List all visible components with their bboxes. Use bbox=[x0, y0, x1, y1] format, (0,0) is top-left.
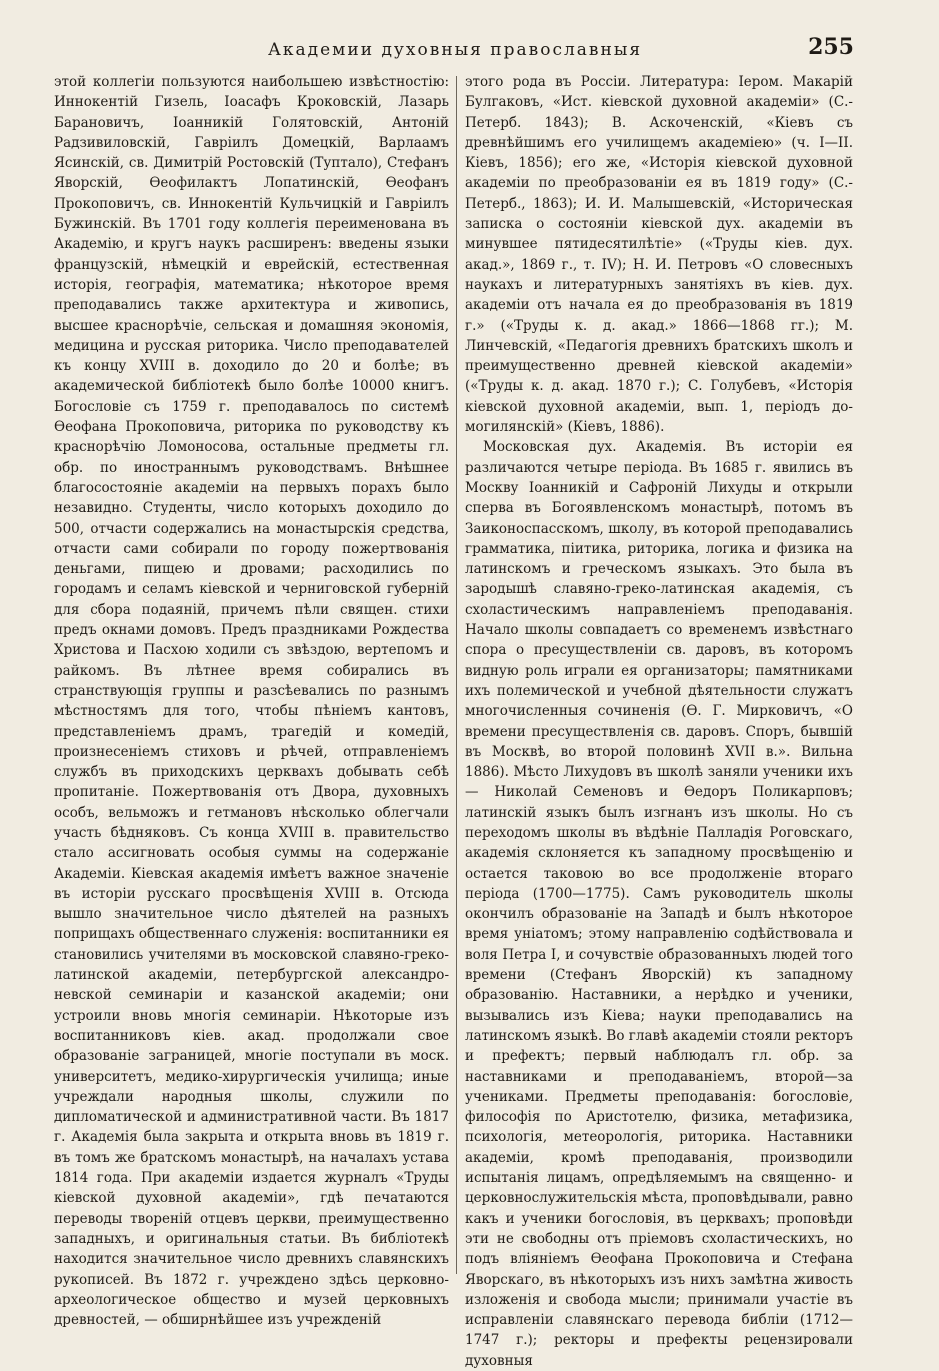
left-column-text: этой коллегіи пользуются наибольшею извѣстностію: Иннокентій Гизель, Іоасафъ Кроковскій, Лазарь Барановичъ, Іоанникій Голятовскій, Антоній Радзивиловскій, Гавріилъ Домецкій, Варлаамъ Ясинскій, св. Димитрій Ростовскій (Туптало), Стефанъ Яворскій, Ѳеофилактъ Лопатинскій, Ѳеофанъ Прокоповичъ, св. Иннокентій Кульчицкій и Гавріилъ Бужинскій. Въ 1701 году коллегія переименована въ Академію, и кругъ наукъ расширенъ: введены языки французскій, нѣмецкій и еврейскій, естественная исторія, географія, математика; нѣкоторое время преподавались также архитектура и живопись, высшее краснорѣчіе, сельская и домашняя экономія, медицина и русская риторика. Число преподавателей къ концу XVIII в. доходило до 20 и болѣе; въ академической библіотекѣ было болѣе 10000 книгъ. Богословіе съ 1759 г. преподавалось по системѣ Ѳеофана Прокоповича, риторика по руководству къ краснорѣчію Ломоносова, остальные предметы гл. обр. по иностраннымъ руководствамъ. Внѣшнее благосостояніе академіи на первыхъ порахъ было незавидно. Студенты, число которыхъ доходило до 500, отчасти содержались на монастырскія средства, отчасти сами собирали по городу пожертвованія деньгами, пищею и дровами; расходились по городамъ и селамъ кіевской и черниговской губерній для сбора подаяній, причемъ пѣли священ. стихи предъ окнами домовъ. Предъ праздниками Рождества Христова и Пасхою ходили съ звѣздою, вертепомъ и райкомъ. Въ лѣтнее время собирались въ странствующія группы и разсѣевались по разнымъ мѣстностямъ для того, чтобы пѣніемъ кантовъ, представленіемъ драмъ, трагедій и комедій, произнесеніемъ стиховъ и рѣчей, отправленіемъ службъ въ приходскихъ церквахъ добывать себѣ пропитаніе. Пожертвованія отъ Двора, духовныхъ особъ, вельможъ и гетмановъ нѣсколько облегчали участь бѣдняковъ. Съ конца XVIII в. правительство стало ассигновать особыя суммы на содержаніе Академіи. Кіевская академія имѣетъ важное значеніе въ исторіи русскаго просвѣщенія XVIII в. Отсюда вышло значительное число дѣятелей на разныхъ поприщахъ общественнаго служенія: воспитанники ея становились учителями въ московской славяно-греко-латинской академіи, петербургской александро-невской семинаріи и казанской академіи; они устроили вновь многія семинаріи. Нѣкоторые изъ воспитанниковъ кіев. акад. продолжали свое образованіе заграницей, многіе поступали въ моск. университетъ, медико-хирургическія училища; иные учреждали народныя школы, служили по дипломатической и административной части. Въ 1817 г. Академія была закрыта и открыта вновь въ 1819 г. въ томъ же братскомъ монастырѣ, на началахъ устава 1814 года. При академіи издается журналъ «Труды кіевской духовной академіи», гдѣ печатаются переводы твореній отцевъ церкви, преимущественно западныхъ, и оригинальныя статьи. Въ библіотекѣ находится значительное число древнихъ славянскихъ рукописей. Въ 1872 г. учреждено здѣсь церковно-археологическое общество и музей церковныхъ древностей, — обширнѣйшее изъ учрежденій bbox=[54, 74, 449, 1329]
right-column bbox=[465, 72, 853, 1371]
literature-paragraph: этого рода въ Россіи. Литература: Іером. Макарій Булгаковъ, «Ист. кіевской духовной академіи» (С.-Петерб. 1843); В. Аскоченскій, «Кіевъ съ древнѣйшимъ его училищемъ академіею» (ч. I—II. Кіевъ, 1856); его же, «Исторія кіевской духовной академіи по преобразованіи ея въ 1819 году» (С.-Петерб., 1863); И. И. Малышевскій, «Историческая записка о состояніи кіевской дух. академіи въ минувшее пятидесятилѣтіе» («Труды кіев. дух. акад.», 1869 г., т. IV); Н. И. Петровъ «О словесныхъ наукахъ и литературныхъ занятіяхъ въ кіев. дух. академіи отъ начала ея до преобразованія въ 1819 г.» («Труды к. д. акад.» 1866—1868 гг.); М. Линчевскій, «Педагогія древнихъ братскихъ школъ и преимущественно древней кіевской академіи» («Труды к. д. акад. 1870 г.); С. Голубевъ, «Исторія кіевской духовной академіи, вып. 1, періодъ до-могилянскій» (Кіевъ, 1886). bbox=[465, 74, 853, 436]
page-number: 255 bbox=[808, 34, 854, 60]
column-divider bbox=[456, 76, 457, 1274]
page-header bbox=[54, 34, 854, 66]
left-column bbox=[54, 72, 449, 1330]
moscow-academy-paragraph: Московская дух. Академія. Въ исторіи ея различаются четыре періода. Въ 1685 г. явились въ Москву Іоанникій и Сафроній Лихуды и открыли сперва въ Богоявленскомъ монастырѣ, потомъ въ Заиконоспасскомъ, школу, въ которой преподавались грамматика, піитика, риторика, логика и физика на латинскомъ и греческомъ языкахъ. Это была въ зародышѣ славяно-греко-латинская академія, съ схоластическимъ направленіемъ преподаванія. Начало школы совпадаетъ со временемъ извѣстнаго спора о пресуществленіи св. даровъ, въ которомъ видную роль играли ея организаторы; памятниками ихъ полемической и учебной дѣятельности служатъ многочисленныя сочиненія (Ѳ. Г. Мирковичъ, «О времени пресуществленія св. даровъ. Споръ, бывшій въ Москвѣ, во второй половинѣ XVII в.». Вильна 1886). Мѣсто Лихудовъ въ школѣ заняли ученики ихъ — Николай Семеновъ и Ѳедоръ Поликарповъ; латинскій языкъ былъ изгнанъ изъ школы. Но съ переходомъ школы въ вѣдѣніе Палладія Роговскаго, академія склоняется къ западному просвѣщенію и остается таковою во все продолженіе втораго періода (1700—1775). Самъ руководитель школы окончилъ образованіе на Западѣ и былъ нѣкоторое время уніатомъ; этому направленію содѣйствовала и воля Петра I, и сочувствіе образованныхъ людей того времени (Стефанъ Яворскій) къ западному образованію. Наставники, а нерѣдко и ученики, вызывались изъ Кіева; науки преподавались на латинскомъ языкѣ. Во главѣ академіи стояли ректоръ и префектъ; первый наблюдалъ гл. обр. за наставниками и преподаваніемъ, второй—за учениками. Предметы преподаванія: богословіе, философія по Аристотелю, физика, метафизика, психологія, метеорологія, риторика. Наставники академіи, кромѣ преподаванія, производили испытанія лицамъ, опредѣляемымъ на священно- и церковнослужительскія мѣста, проповѣдывали, равно какъ и ученики богословія, въ церквахъ; проповѣди эти не свободны отъ пріемовъ схоластическихъ, но подъ вліяніемъ Ѳеофана Прокоповича и Стефана Яворскаго, въ нѣкоторыхъ изъ нихъ замѣтна живость изложенія и свобода мысли; принимали участіе въ исправленіи славянскаго перевода библіи (1712—1747 г.); ректоры и префекты рецензировали духовныя bbox=[465, 439, 853, 1369]
running-title: Академии духовныя православныя bbox=[268, 40, 643, 60]
